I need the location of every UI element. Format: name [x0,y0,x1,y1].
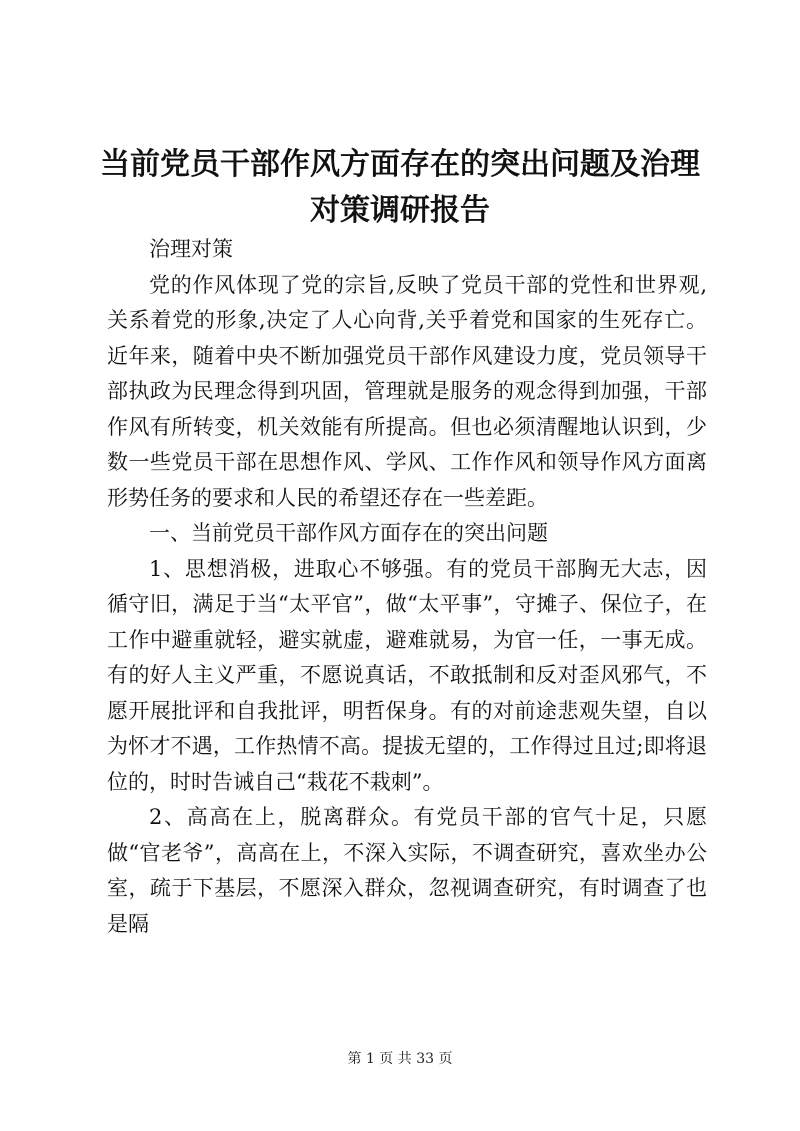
document-body [107,232,707,942]
title-line-1: 当前党员干部作风方面存在的突出问题及治理 [100,147,700,182]
document-title [100,142,700,234]
title-line-2: 对策调研报告 [310,193,490,228]
intro-paragraph: 党的作风体现了党的宗旨,反映了党员干部的党性和世界观,关系着党的形象,决定了人心向背,关乎着党和国家的生死存亡。近年来，随着中央不断加强党员干部作风建设力度，党员领导干部执政为民理念得到巩固，管理就是服务的观念得到加强，干部作风有所转变，机关效能有所提高。但也必须清醒地认识到，少数一些党员干部在思想作风、学风、工作作风和领导作风方面离形势任务的要求和人民的希望还存在一些差距。 [107,272,707,510]
page-number-footer: 第 1 页 共 33 页 [347,1051,453,1067]
section-heading-problems: 一、当前党员干部作风方面存在的突出问题 [149,521,548,545]
problem-2-paragraph: 2、高高在上，脱离群众。有党员干部的官气十足，只愿做“官老爷”，高高在上，不深入实际，不调查研究，喜欢坐办公室，疏于下基层，不愿深入群众，忽视调查研究，有时调查了也是隔 [107,805,707,936]
section-heading-measures: 治理对策 [149,237,233,261]
problem-1-paragraph: 1、思想消极，进取心不够强。有的党员干部胸无大志，因循守旧，满足于当“太平官”，做“太平事”，守摊子、保位子，在工作中避重就轻，避实就虚，避难就易，为官一任，一事无成。有的好人主义严重，不愿说真话，不敢抵制和反对歪风邪气，不愿开展批评和自我批评，明哲保身。有的对前途悲观失望，自以为怀才不遇，工作热情不高。提拔无望的，工作得过且过;即将退位的，时时告诫自己“栽花不栽刺”。 [107,556,707,794]
